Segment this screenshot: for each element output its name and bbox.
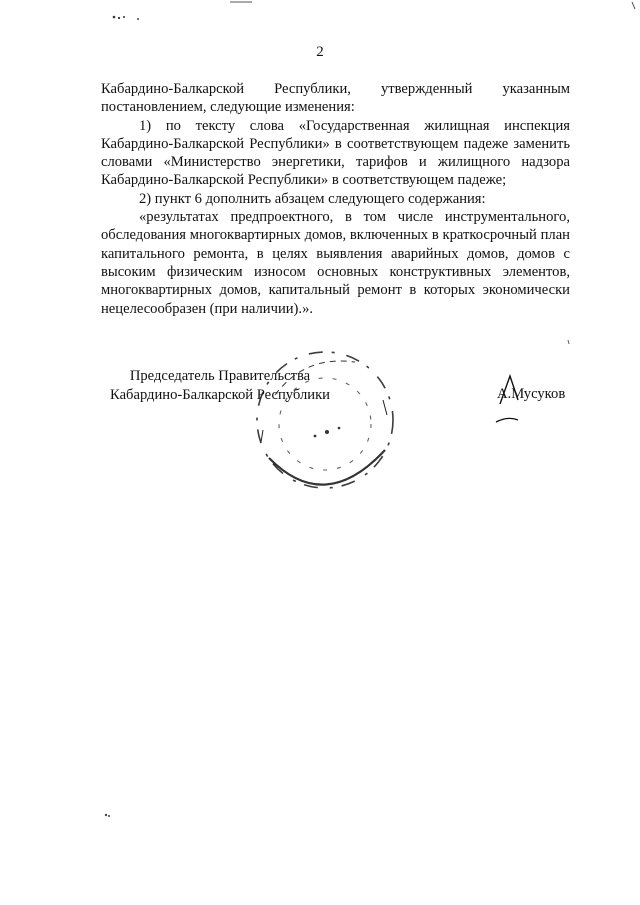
- signatory-title-line-1: Председатель Правительства: [129, 368, 311, 384]
- paragraph-intro: Кабардино-Балкарской Республики, утвержденный указанным постановлением, следующие изменения:: [101, 81, 570, 116]
- paragraph-item-2: 2) пункт 6 дополнить абзацем следующего содержания:: [139, 190, 486, 207]
- page-number: 2: [316, 44, 324, 60]
- paragraph-item-1: 1) по тексту слова «Государственная жилищная инспекция Кабардино-Балкарской Республики» в соответствующем падеже заменить словами «Министерство энергетики, тарифов и жилищного надзора Кабардино-Балкарской Республики» в соответствующем падеже;: [101, 117, 570, 189]
- paragraph-quote: «результатах предпроектного, в том числе инструментального, обследования многоквартирных домов, включенных в краткосрочный план капитального ремонта, в целях выявления аварийных домов, домов с высоким физическим износом основных конструктивных элементов, многоквартирных домов, капитальный ремонт в которых экономически нецелесообразен (при наличии).».: [101, 209, 570, 317]
- signatory-name: А.Мусуков: [497, 386, 566, 402]
- signatory-title-line-2: Кабардино-Балкарской Республики: [110, 386, 330, 403]
